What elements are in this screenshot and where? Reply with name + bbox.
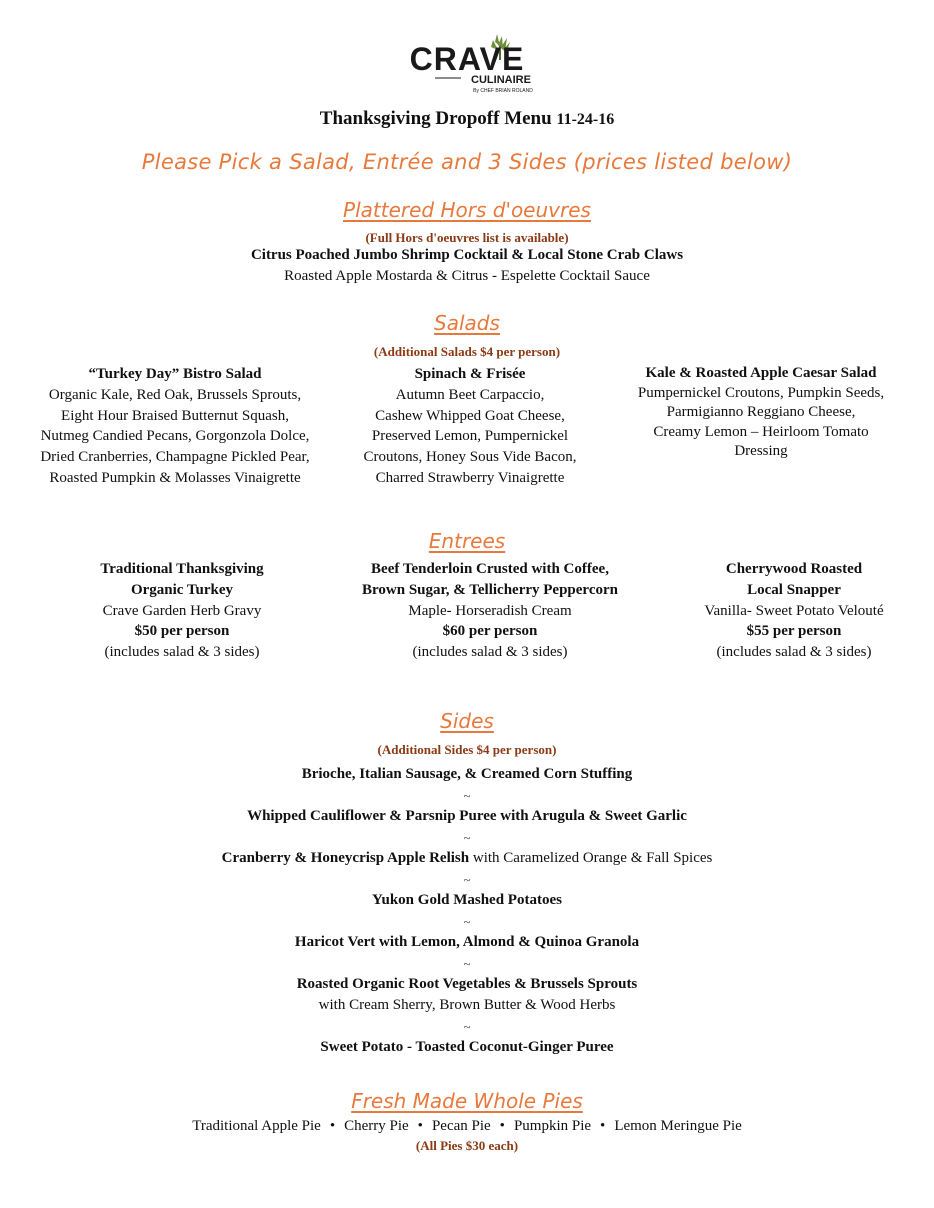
entree-price: $55 per person [746,623,842,640]
pie-bullet: • [417,1118,423,1134]
salad-name: “Turkey Day” Bistro Salad [88,366,262,382]
logo-byline: By CHEF BRIAN ROLAND [473,88,533,94]
salad-name: Kale & Roasted Apple Caesar Salad [645,365,877,381]
salad-line: Preserved Lemon, Pumpernickel [371,428,569,445]
side-item: Brioche, Italian Sausage, & Creamed Corn Stuffing [301,766,633,782]
entree-includes: (includes salad & 3 sides) [716,644,872,661]
side-separator: ~ [463,1019,471,1034]
menu-date: 11-24-16 [556,111,615,128]
logo-sub: CULINAIRE [471,74,531,86]
entree-desc: Crave Garden Herb Gravy [102,602,262,619]
pie-bullet: • [499,1118,505,1134]
pie-item: Pumpkin Pie [513,1118,592,1134]
salad-line: Roasted Pumpkin & Molasses Vinaigrette [49,469,301,486]
pies-note: (All Pies $30 each) [415,1138,519,1153]
pie-item: Traditional Apple Pie [192,1118,321,1134]
hors-item-name: Citrus Poached Jumbo Shrimp Cocktail & Local Stone Crab Claws [250,247,684,263]
side-separator: ~ [463,788,471,803]
salad-line: Autumn Beet Carpaccio, [395,386,545,403]
entree-card [42,559,322,663]
salad-line: Dressing [734,443,788,459]
side-item-bold: Cranberry & Honeycrisp Apple Relish [221,850,470,866]
sides-list [0,764,934,1058]
salad-line: Cashew Whipped Goat Cheese, [375,407,565,424]
entree-name: Local Snapper [747,581,841,598]
salad-line: Dried Cranberries, Champagne Pickled Pear, [40,449,310,466]
tagline: Please Pick a Salad, Entrée and 3 Sides (prices listed below) [141,150,793,174]
title-text: Thanksgiving Dropoff Menu [319,108,552,129]
salad-line: Creamy Lemon – Heirloom Tomato [653,423,869,440]
pie-item: Cherry Pie [344,1118,409,1134]
entree-name: Traditional Thanksgiving [100,561,264,577]
salad-line: Organic Kale, Red Oak, Brussels Sprouts, [48,386,302,403]
pie-bullet: • [600,1118,606,1134]
hors-item-desc: Roasted Apple Mostarda & Citrus - Espelette Cocktail Sauce [284,268,650,284]
salad-line: Nutmeg Candied Pecans, Gorgonzola Dolce, [40,428,310,445]
pies-list [0,1118,934,1135]
side-item-rest: with Caramelized Orange & Fall Spices [472,850,713,866]
entree-card [330,559,650,663]
salad-line: Eight Hour Braised Butternut Squash, [61,407,289,424]
entree-name: Brown Sugar, & Tellicherry Peppercorn [362,581,618,598]
side-item: Yukon Gold Mashed Potatoes [372,892,562,908]
salad-line: Parmigianno Reggiano Cheese, [666,404,856,420]
side-separator: ~ [463,956,471,971]
sides-note: (Additional Sides $4 per person) [377,742,557,757]
crave-logo-graphic [387,32,547,98]
entree-desc: Maple- Horseradish Cream [408,602,572,619]
entree-price: $50 per person [134,623,230,640]
logo-brand: CRAVE [409,41,525,77]
menu-title [0,108,934,130]
pie-item: Lemon Meringue Pie [614,1118,742,1134]
entree-includes: (includes salad & 3 sides) [412,644,568,661]
entree-card [664,559,924,663]
entrees-heading: Entrees [428,529,506,553]
entree-name: Organic Turkey [130,581,234,598]
hors-heading: Plattered Hors d'oeuvres [343,198,591,222]
salads-heading: Salads [434,311,500,335]
hors-note: (Full Hors d'oeuvres list is available) [365,230,569,245]
side-separator: ~ [463,872,471,887]
salad-name: Spinach & Frisée [414,366,526,382]
side-separator: ~ [463,914,471,929]
side-separator: ~ [463,830,471,845]
entree-includes: (includes salad & 3 sides) [104,644,260,661]
side-item: Whipped Cauliflower & Parsnip Puree with Arugula & Sweet Garlic [247,808,687,824]
side-item: Roasted Organic Root Vegetables & Brussels Sprouts [296,976,638,992]
pies-heading: Fresh Made Whole Pies [351,1089,583,1113]
entree-desc: Vanilla- Sweet Potato Velouté [704,602,884,619]
entree-price: $60 per person [442,623,538,640]
side-item: Sweet Potato - Toasted Coconut-Ginger Puree [320,1039,614,1055]
pie-item: Pecan Pie [431,1118,491,1134]
salad-card [15,364,335,489]
salad-line: Pumpernickel Croutons, Pumpkin Seeds, [637,384,885,401]
pie-bullet: • [329,1118,336,1134]
salads-note: (Additional Salads $4 per person) [373,344,561,359]
entree-name: Beef Tenderloin Crusted with Coffee, [371,561,609,577]
salad-card [608,364,914,462]
side-item [0,848,934,869]
salad-line: Charred Strawberry Vinaigrette [375,469,565,486]
entree-name: Cherrywood Roasted [725,561,863,577]
logo [0,32,934,98]
salad-line: Croutons, Honey Sous Vide Bacon, [363,449,577,466]
side-item: Haricot Vert with Lemon, Almond & Quinoa Granola [294,934,640,950]
sides-heading: Sides [440,709,494,733]
salad-card [340,364,600,489]
side-item-sub: with Cream Sherry, Brown Butter & Wood Herbs [318,997,616,1013]
